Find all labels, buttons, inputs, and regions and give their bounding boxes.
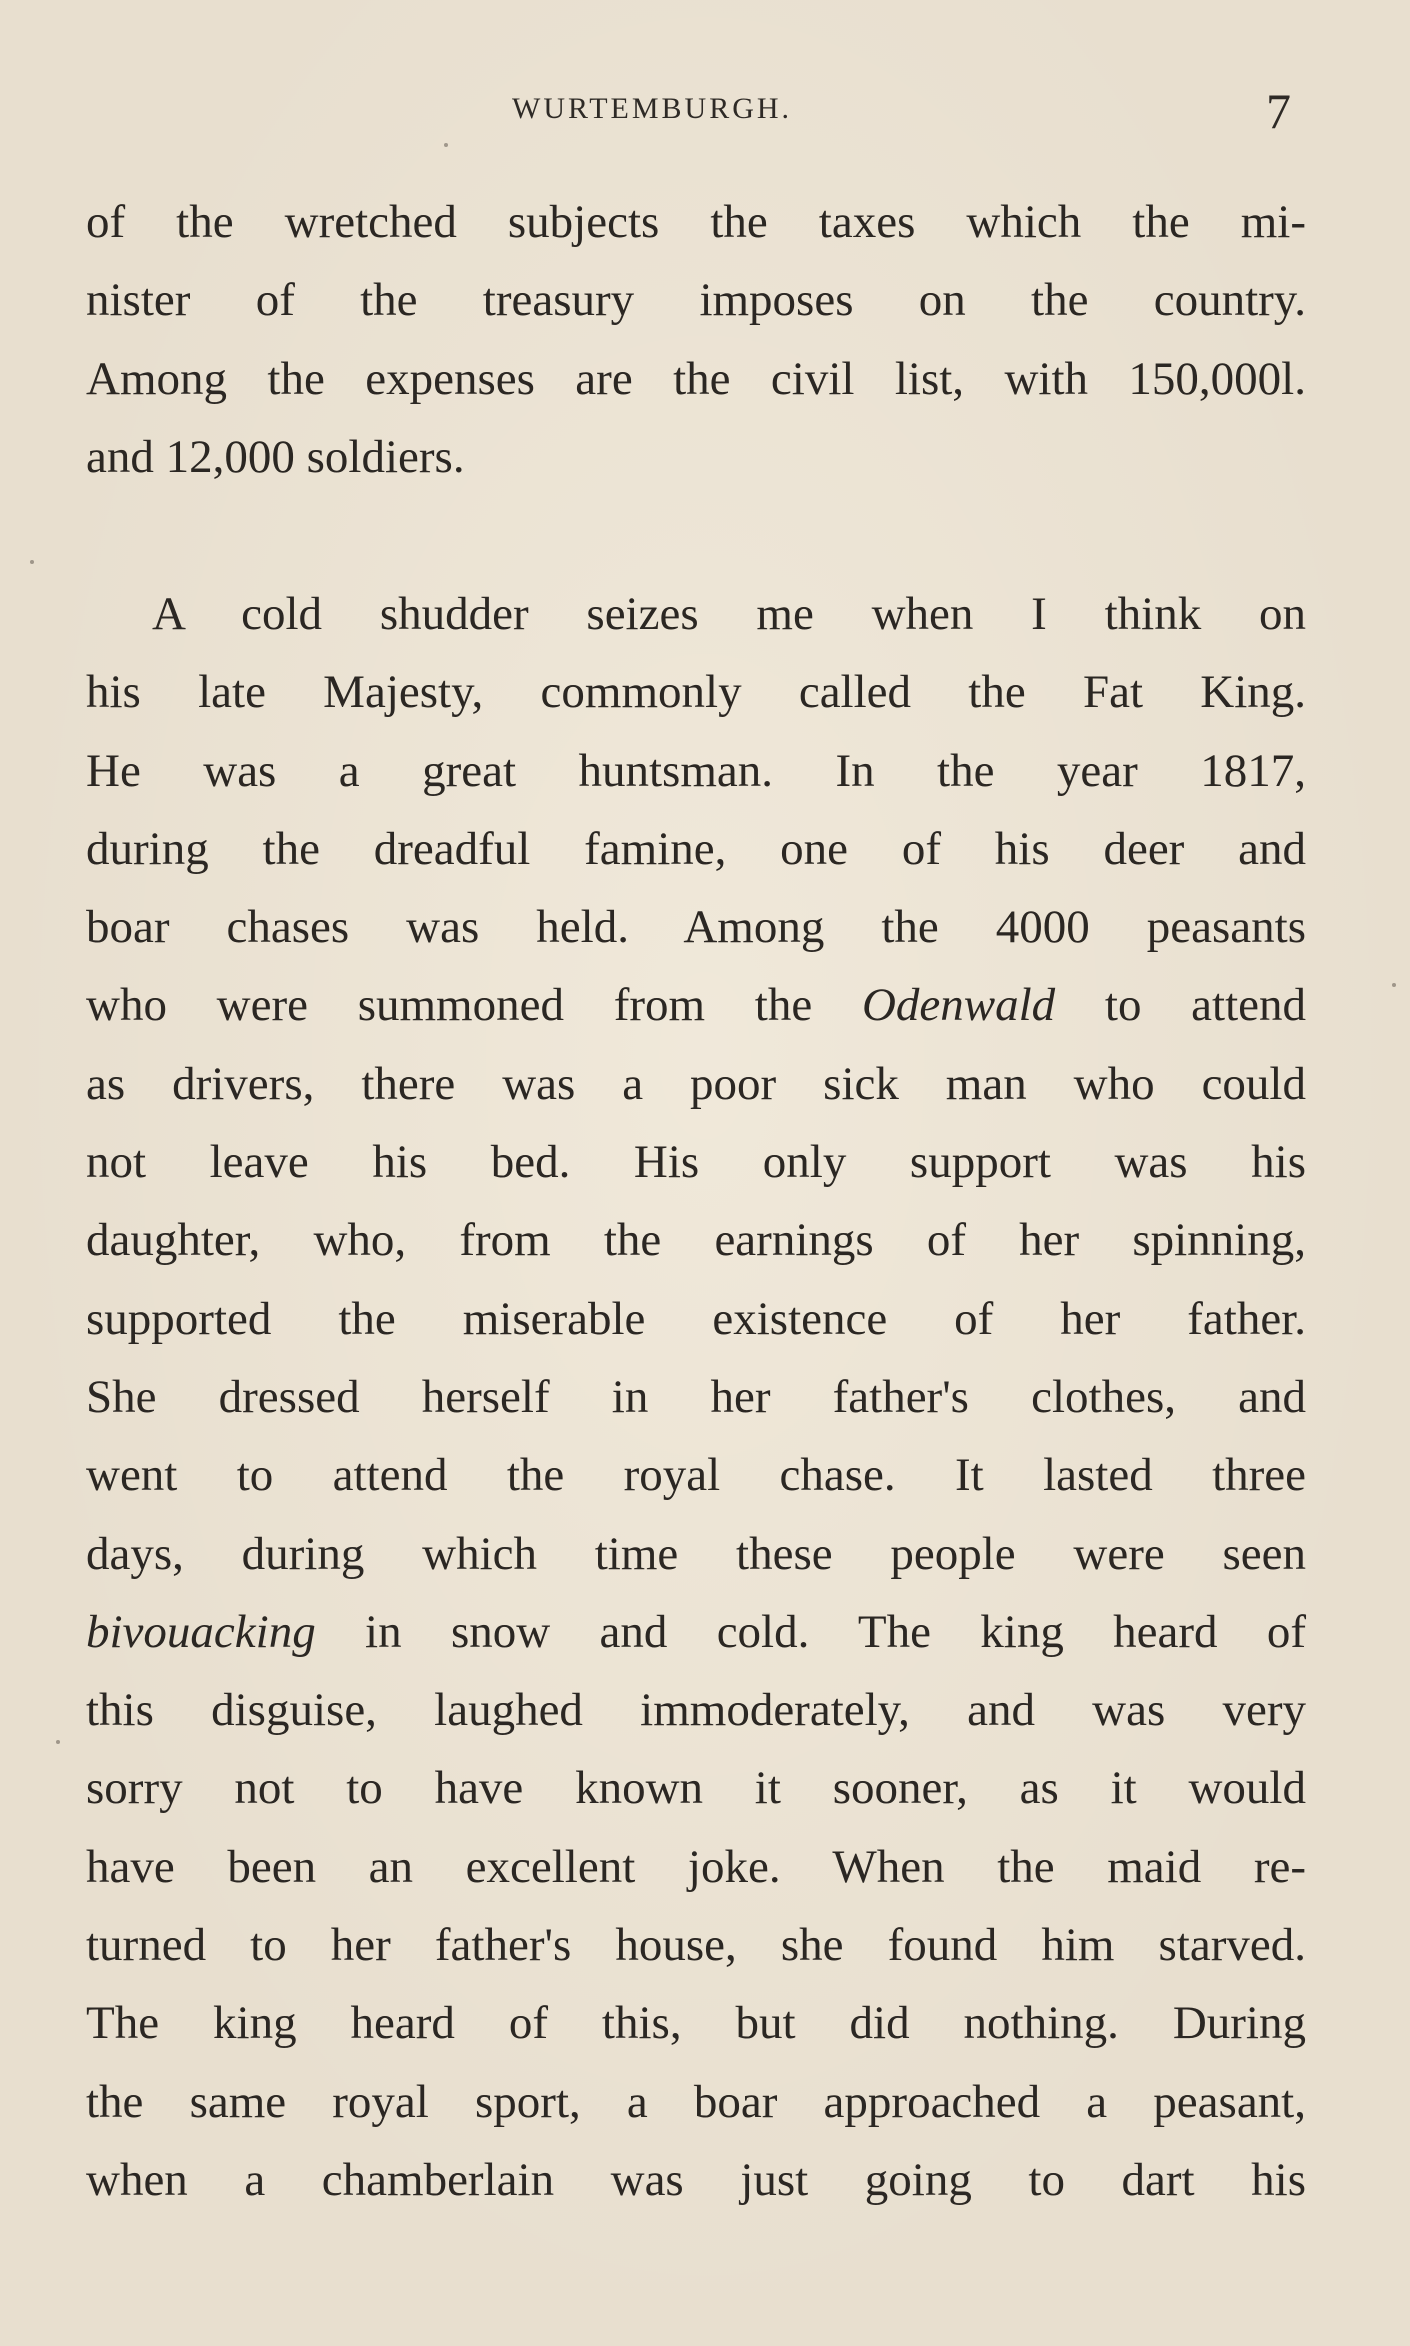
text-line: and 12,000 soldiers. [86, 430, 465, 483]
text-line: turned to her father's house, she found him starved. [86, 1919, 1306, 1972]
italic-word: bivouacking [86, 1605, 316, 1658]
text-line: daughter, who, from the earnings of her spinning, [86, 1214, 1306, 1267]
text-line-mixed [86, 1593, 1306, 1671]
text-line: his late Majesty, commonly called the Fat King. [86, 666, 1306, 719]
text-segment: in snow and cold. The king heard of [365, 1605, 1307, 1658]
paper-speck [444, 143, 448, 147]
text-line: the same royal sport, a boar approached a peasant, [86, 2075, 1306, 2128]
text-line: boar chases was held. Among the 4000 peasants [86, 901, 1306, 954]
text-line: The king heard of this, but did nothing. During [86, 1997, 1306, 2050]
text-line: sorry not to have known it sooner, as it would [86, 1762, 1306, 1815]
page-number: 7 [1266, 83, 1291, 139]
running-title: WURTEMBURGH. [512, 92, 793, 125]
text-line: days, during which time these people were seen [86, 1527, 1306, 1580]
text-line: this disguise, laughed immoderately, and was very [86, 1684, 1306, 1737]
text-line: have been an excellent joke. When the maid re- [86, 1840, 1306, 1893]
paper-speck [1392, 983, 1396, 987]
paper-speck [30, 560, 34, 564]
paragraph-2 [86, 575, 1306, 2219]
text-line: during the dreadful famine, one of his deer and [86, 822, 1306, 875]
text-line: She dressed herself in her father's clothes, and [86, 1370, 1306, 1423]
paper-speck [56, 1740, 60, 1744]
text-line: went to attend the royal chase. It lasted three [86, 1449, 1306, 1502]
text-line: He was a great huntsman. In the year 1817, [86, 744, 1306, 797]
text-line: not leave his bed. His only support was his [86, 1136, 1306, 1189]
text-line: as drivers, there was a poor sick man who could [86, 1057, 1306, 1110]
text-segment: who were summoned from the [86, 979, 813, 1032]
running-head [0, 82, 1410, 142]
paragraph-1 [86, 183, 1306, 496]
text-line: when a chamberlain was just going to dart his [86, 2153, 1306, 2206]
text-line: of the wretched subjects the taxes which the mi- [86, 196, 1306, 248]
text-line: A cold shudder seizes me when I think on [152, 588, 1306, 640]
italic-place-name: Odenwald [861, 979, 1056, 1032]
text-line-mixed [86, 966, 1306, 1044]
text-line: nister of the treasury imposes on the country. [86, 274, 1306, 327]
text-line: supported the miserable existence of her father. [86, 1292, 1306, 1345]
text-segment: to attend [1104, 979, 1307, 1032]
text-line: Among the expenses are the civil list, with 150,000l. [86, 352, 1306, 405]
